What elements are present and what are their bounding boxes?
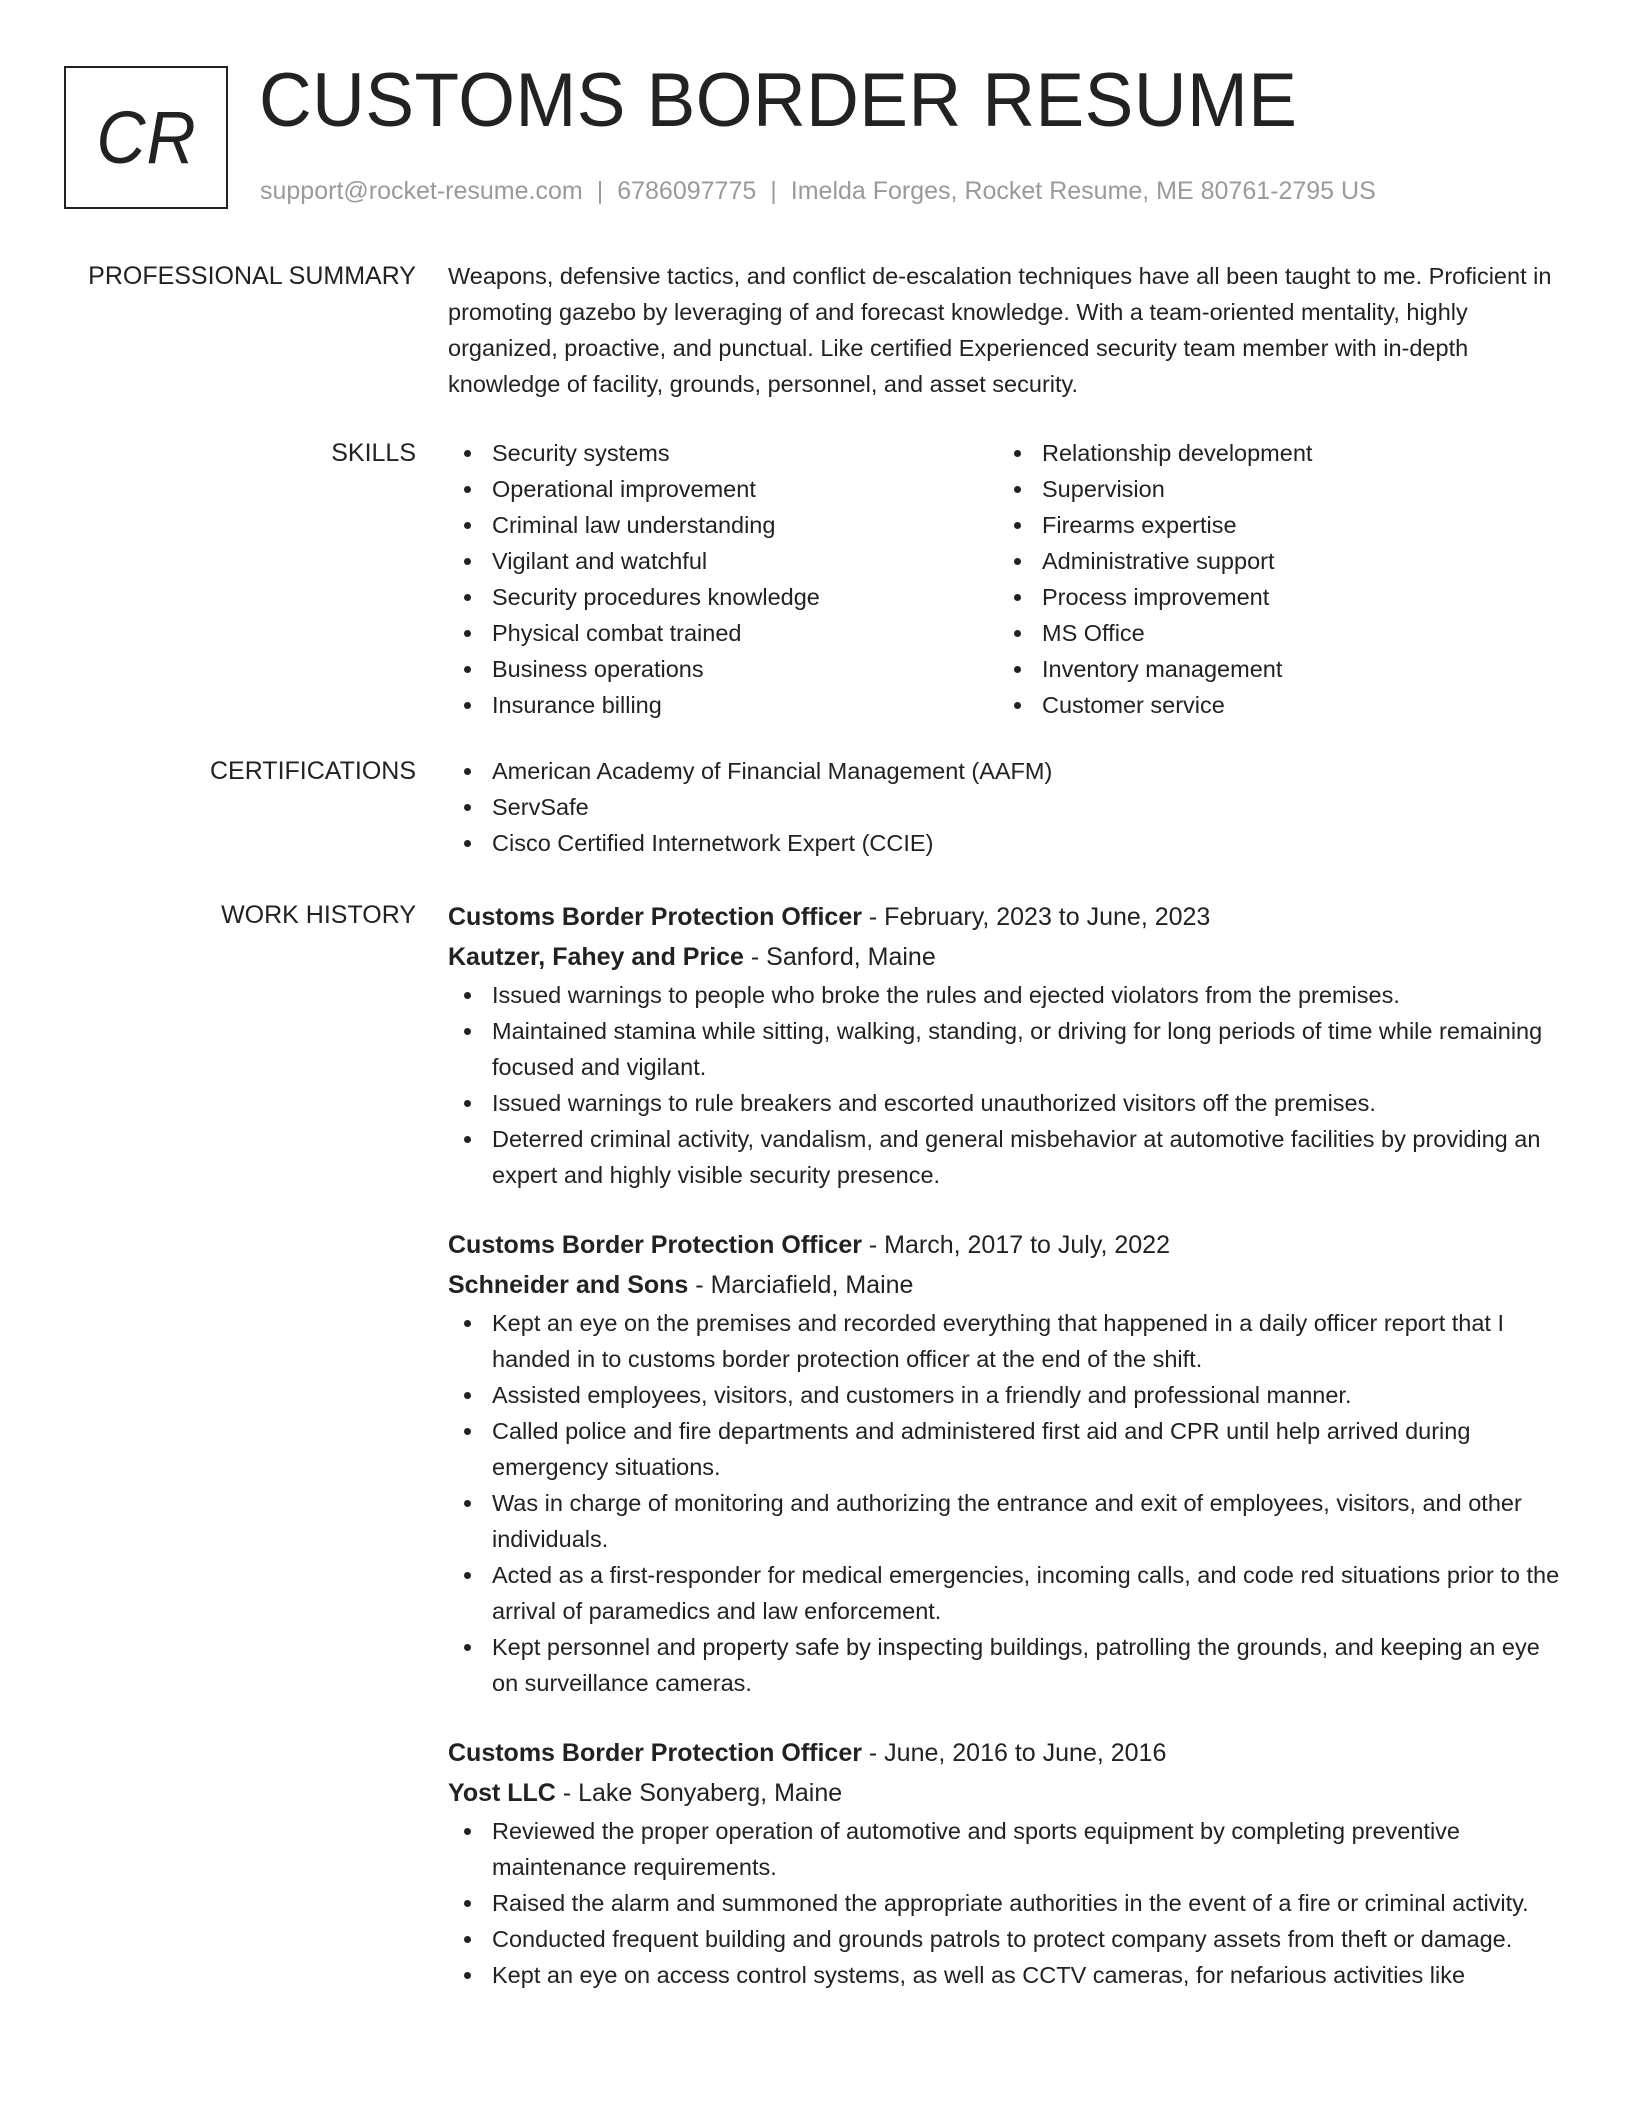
job-title: Customs Border Protection Officer — [448, 1739, 862, 1767]
list-item: Criminal law understanding — [448, 507, 998, 543]
job-entry — [448, 897, 1568, 1193]
list-item: Administrative support — [998, 543, 1548, 579]
contact-address: Imelda Forges, Rocket Resume, ME 80761-2795 US — [790, 177, 1376, 205]
job-company-line — [448, 1265, 1568, 1305]
list-item: Cisco Certified Internetwork Expert (CCIE) — [448, 825, 1568, 861]
monogram-initials: CR — [95, 96, 197, 179]
list-item: Business operations — [448, 651, 998, 687]
list-item: Security systems — [448, 435, 998, 471]
job-bullets — [448, 1305, 1568, 1701]
list-item: Operational improvement — [448, 471, 998, 507]
job-dates: - June, 2016 to June, 2016 — [868, 1739, 1167, 1767]
list-item: Inventory management — [998, 651, 1548, 687]
job-dates: - March, 2017 to July, 2022 — [868, 1231, 1170, 1259]
job-company: Kautzer, Fahey and Price — [448, 943, 744, 971]
section-label-summary: PROFESSIONAL SUMMARY — [88, 262, 416, 290]
monogram-box — [64, 66, 228, 209]
job-bullets — [448, 977, 1568, 1193]
list-item: Insurance billing — [448, 687, 998, 723]
contact-email[interactable]: support@rocket-resume.com — [260, 177, 583, 205]
list-item: MS Office — [998, 615, 1548, 651]
list-item: Acted as a first-responder for medical emergencies, incoming calls, and code red situations prior to the arrival of paramedics and law enforcement. — [448, 1557, 1568, 1629]
contact-phone[interactable]: 6786097775 — [617, 177, 757, 205]
list-item: Deterred criminal activity, vandalism, and general misbehavior at automotive facilities by providing an expert and highly visible security presence. — [448, 1121, 1568, 1193]
list-item: Issued warnings to rule breakers and escorted unauthorized visitors off the premises. — [448, 1085, 1568, 1121]
skills-list-left — [448, 435, 998, 723]
section-label-certifications: CERTIFICATIONS — [209, 757, 416, 785]
job-location: - Lake Sonyaberg, Maine — [562, 1779, 843, 1807]
section-label-skills: SKILLS — [331, 439, 416, 467]
list-item: Reviewed the proper operation of automotive and sports equipment by completing preventive maintenance requirements. — [448, 1813, 1568, 1885]
list-item: Vigilant and watchful — [448, 543, 998, 579]
job-location: - Sanford, Maine — [750, 943, 936, 971]
list-item: Called police and fire departments and administered first aid and CPR until help arrived during emergency situations. — [448, 1413, 1568, 1485]
job-entry — [448, 1225, 1568, 1701]
list-item: Customer service — [998, 687, 1548, 723]
job-company: Schneider and Sons — [448, 1271, 689, 1299]
list-item: Was in charge of monitoring and authorizing the entrance and exit of employees, visitors, and other individuals. — [448, 1485, 1568, 1557]
list-item: Supervision — [998, 471, 1548, 507]
skills-list-right — [998, 435, 1548, 723]
list-item: Security procedures knowledge — [448, 579, 998, 615]
job-title-line — [448, 1733, 1568, 1773]
section-label-work-history: WORK HISTORY — [221, 901, 416, 929]
certifications-list — [448, 753, 1568, 861]
list-item: Raised the alarm and summoned the appropriate authorities in the event of a fire or criminal activity. — [448, 1885, 1568, 1921]
work-history-body — [448, 897, 1568, 2025]
skills-columns — [448, 435, 1568, 723]
list-item: Kept an eye on the premises and recorded everything that happened in a daily officer report that I handed in to customs border protection officer at the end of the shift. — [448, 1305, 1568, 1377]
list-item: Firearms expertise — [998, 507, 1548, 543]
job-company-line — [448, 937, 1568, 977]
job-title-line — [448, 897, 1568, 937]
job-title: Customs Border Protection Officer — [448, 903, 862, 931]
list-item: Relationship development — [998, 435, 1548, 471]
summary-text: Weapons, defensive tactics, and conflict de-escalation techniques have all been taught to me. Proficient in promoting gazebo by leveraging of and forecast knowledge. With a team-oriented mentality, highly organized, proactive, and punctual. Like certified Experienced security team member with in-depth knowledge of facility, grounds, personnel, and asset security. — [448, 263, 1552, 397]
job-title-line — [448, 1225, 1568, 1265]
job-location: - Marciafield, Maine — [695, 1271, 914, 1299]
list-item: Conducted frequent building and grounds patrols to protect company assets from theft or damage. — [448, 1921, 1568, 1957]
list-item: Kept an eye on access control systems, as well as CCTV cameras, for nefarious activities like — [448, 1957, 1568, 1993]
list-item: Assisted employees, visitors, and customers in a friendly and professional manner. — [448, 1377, 1568, 1413]
certifications-body — [448, 753, 1568, 861]
contact-line — [260, 176, 1376, 206]
job-entry — [448, 1733, 1568, 1993]
contact-separator: | — [596, 177, 604, 205]
job-company-line — [448, 1773, 1568, 1813]
job-dates: - February, 2023 to June, 2023 — [868, 903, 1211, 931]
list-item: Physical combat trained — [448, 615, 998, 651]
list-item: Issued warnings to people who broke the rules and ejected violators from the premises. — [448, 977, 1568, 1013]
list-item: Process improvement — [998, 579, 1548, 615]
skills-body — [448, 435, 1568, 723]
list-item: ServSafe — [448, 789, 1568, 825]
job-bullets — [448, 1813, 1568, 1993]
list-item: Maintained stamina while sitting, walking, standing, or driving for long periods of time while remaining focused and vigilant. — [448, 1013, 1568, 1085]
contact-separator: | — [770, 177, 777, 205]
job-title: Customs Border Protection Officer — [448, 1231, 862, 1259]
list-item: American Academy of Financial Management (AAFM) — [448, 753, 1568, 789]
resume-title: CUSTOMS BORDER RESUME — [259, 58, 1298, 143]
list-item: Kept personnel and property safe by inspecting buildings, patrolling the grounds, and keeping an eye on surveillance cameras. — [448, 1629, 1568, 1701]
job-company: Yost LLC — [448, 1779, 556, 1807]
